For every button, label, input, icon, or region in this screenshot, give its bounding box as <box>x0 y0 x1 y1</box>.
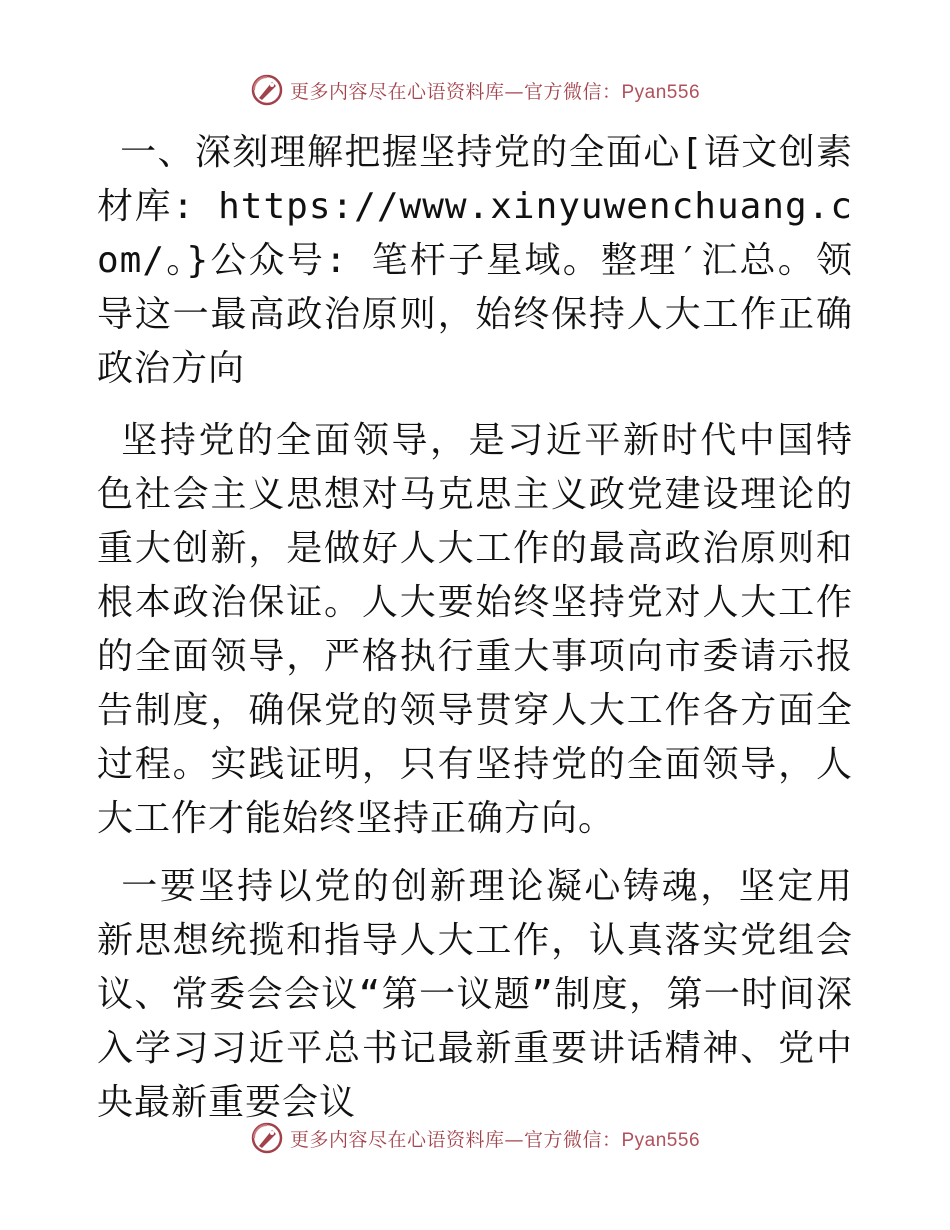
watermark-dash: — <box>504 1128 524 1151</box>
pen-nib-circle-icon <box>250 73 284 107</box>
watermark-main: 更多内容尽在心语资料库 <box>289 1128 505 1151</box>
watermark-handle: Pyan556 <box>621 1129 701 1151</box>
document-body <box>97 126 853 1142</box>
watermark-dash: — <box>504 80 524 103</box>
header-watermark <box>0 70 950 110</box>
watermark-handle: Pyan556 <box>621 81 701 103</box>
paragraph-1: 一、深刻理解把握坚持党的全面心[语文创素材库: https://www.xinyuwenchuang.com/。}公众号: 笔杆子星域。整理′汇总。领导这一最高政治原则，始终保持人大工作正确政治方向 <box>97 132 853 389</box>
paragraph-2: 坚持党的全面领导，是习近平新时代中国特色社会主义思想对马克思主义政党建设理论的重大创新，是做好人大工作的最高政治原则和根本政治保证。人大要始终坚持党对人大工作的全面领导，严格执行重大事项向市委请示报告制度，确保党的领导贯穿人大工作各方面全过程。实践证明，只有坚持党的全面领导，人大工作才能始终坚持正确方向。 <box>97 420 853 839</box>
watermark-text <box>290 1125 700 1152</box>
watermark-official: 官方微信： <box>523 1128 622 1151</box>
watermark-official: 官方微信： <box>523 80 622 103</box>
pen-nib-circle-icon <box>250 1121 284 1155</box>
footer-watermark <box>0 1118 950 1158</box>
watermark-text <box>290 77 700 104</box>
paragraph-3: 一要坚持以党的创新理论凝心铸魂，坚定用新思想统揽和指导人大工作，认真落实党组会议、常委会会议“第一议题”制度，第一时间深入学习习近平总书记最新重要讲话精神、党中央最新重要会议 <box>97 866 853 1123</box>
footer-watermark-inner <box>250 1121 700 1155</box>
watermark-main: 更多内容尽在心语资料库 <box>289 80 505 103</box>
header-watermark-inner <box>250 73 700 107</box>
